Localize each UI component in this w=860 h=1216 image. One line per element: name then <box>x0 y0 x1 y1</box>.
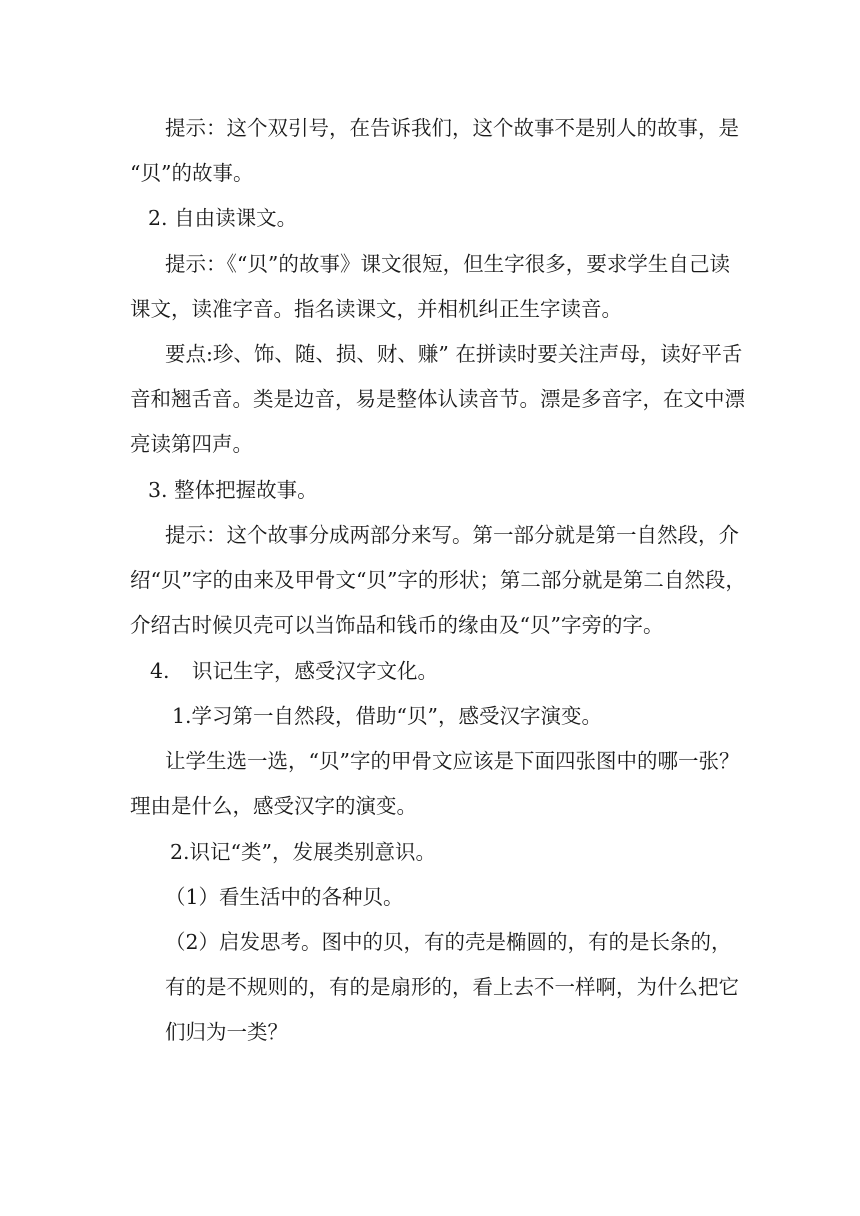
paragraph-line: 亮读第四声。 <box>130 432 253 456</box>
paragraph-line: 们归为一类？ <box>165 1020 288 1044</box>
paragraph-line: “贝”的故事。 <box>130 161 254 185</box>
sub-heading: 2.识记“类”，发展类别意识。 <box>170 840 437 864</box>
paragraph-line: 音和翘舌音。类是边音，易是整体认读音节。漂是多音字，在文中漂 <box>130 387 745 411</box>
paragraph-line: 提示：这个故事分成两部分来写。第一部分就是第一自然段，介 <box>165 523 739 547</box>
paragraph-line: 理由是什么，感受汉字的演变。 <box>130 794 417 818</box>
list-item: （2）启发思考。图中的贝，有的壳是椭圆的，有的是长条的， <box>165 930 732 954</box>
paragraph-line: 提示：《“贝”的故事》课文很短，但生字很多，要求学生自己读 <box>165 252 730 276</box>
section-heading: 识记生字，感受汉字文化。 <box>192 659 438 683</box>
paragraph-line: 绍“贝”字的由来及甲骨文“贝”字的形状；第二部分就是第二自然段， <box>130 568 746 592</box>
section-number: 4. <box>150 659 170 683</box>
paragraph-line: 提示：这个双引号，在告诉我们，这个故事不是别人的故事，是 <box>165 116 739 140</box>
sub-heading: 1.学习第一自然段，借助“贝”，感受汉字演变。 <box>172 704 603 728</box>
list-item: （1）看生活中的各种贝。 <box>165 885 404 909</box>
section-heading: 3. 整体把握故事。 <box>148 478 318 502</box>
paragraph-line: 让学生选一选，“贝”字的甲骨文应该是下面四张图中的哪一张？ <box>165 749 740 773</box>
paragraph-line: 要点:珍、饰、随、损、财、赚” 在拼读时要关注声母，读好平舌 <box>165 342 743 366</box>
paragraph-line: 介绍古时候贝壳可以当饰品和钱币的缘由及“贝”字旁的字。 <box>130 613 664 637</box>
paragraph-line: 课文，读准字音。指名读课文，并相机纠正生字读音。 <box>130 297 622 321</box>
section-heading: 2. 自由读课文。 <box>148 206 298 230</box>
paragraph-line: 有的是不规则的，有的是扇形的，看上去不一样啊，为什么把它 <box>165 975 739 999</box>
